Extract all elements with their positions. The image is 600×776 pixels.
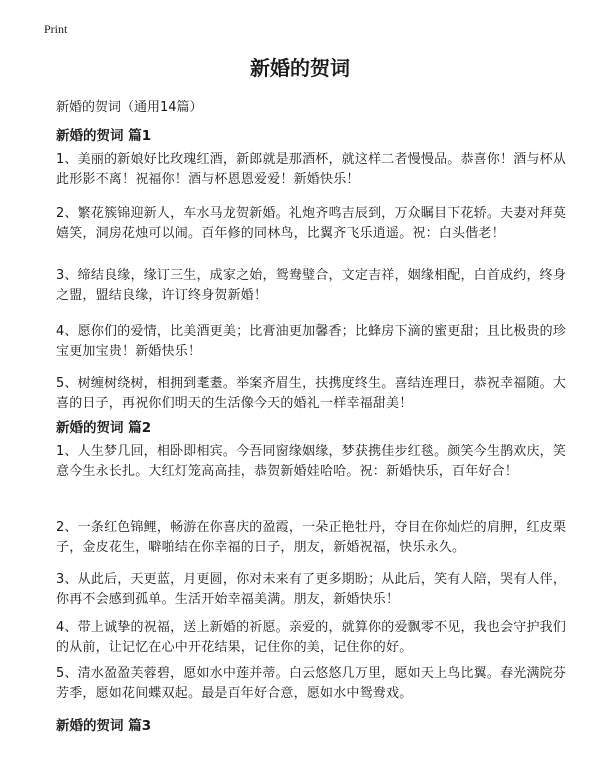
section-2-paragraph-2: 2、一条红色锦鲤，畅游在你喜庆的盈霞，一朵正艳牡丹，夺目在你灿烂的肩胛，红皮栗子，金皮花生，噼啪结在你幸福的日子，朋友，新婚祝福，快乐永久。 [56, 520, 567, 555]
section-1-paragraph-5: 5、树缠树绕树，相拥到耄耋。举案齐眉生，扶携度终生。喜结连理日，恭祝幸福随。大喜的日子，再祝你们明天的生活像今天的婚礼一样幸福甜美！ [56, 376, 567, 411]
section-heading-1: 新婚的贺词 篇1 [56, 128, 152, 144]
section-2-paragraph-1: 1、人生梦几回，相卧即相宾。今吾同窗缘姻缘，梦获携佳步红毯。颜笑今生鹊欢庆，笑意今生永长扎。大红灯笼高高挂，恭贺新婚娃哈哈。祝：新婚快乐，百年好合！ [56, 444, 567, 479]
page-title: 新婚的贺词 [250, 56, 350, 80]
section-2-paragraph-4: 4、带上诚挚的祝福，送上新婚的祈愿。亲爱的，就算你的爱飘零不见，我也会守护我们的从前，让记忆在心中开花结果，记住你的美，记住你的好。 [56, 620, 567, 655]
section-1-paragraph-1: 1、美丽的新娘好比玫瑰红酒，新郎就是那酒杯，就这样二者慢慢品。恭喜你！酒与杯从此形影不离！祝福你！酒与杯恩恩爱爱！新婚快乐！ [56, 152, 567, 187]
print-link[interactable]: Print [44, 22, 68, 36]
section-2-paragraph-3: 3、从此后，天更蓝，月更圆，你对未来有了更多期盼；从此后，笑有人陪，哭有人伴，你再不会感到孤单。生活开始幸福美满。朋友，新婚快乐！ [56, 572, 567, 607]
section-heading-3: 新婚的贺词 篇3 [56, 718, 152, 734]
section-1-paragraph-3: 3、缔结良缘，缘订三生，成家之始，鸳鸯璧合，文定吉祥，姻缘相配，白首成约，终身之盟，盟结良缘，许订终身贺新婚！ [56, 268, 567, 303]
section-1-paragraph-4: 4、愿你们的爱情，比美酒更美；比膏油更加馨香；比蜂房下滴的蜜更甜；且比极贵的珍宝更加宝贵！新婚快乐！ [56, 324, 567, 359]
section-heading-2: 新婚的贺词 篇2 [56, 420, 152, 436]
document-subtitle: 新婚的贺词（通用14篇） [56, 100, 203, 115]
section-1-paragraph-2: 2、繁花簇锦迎新人，车水马龙贺新婚。礼炮齐鸣吉辰到，万众瞩目下花轿。夫妻对拜莫嬉笑，洞房花烛可以闹。百年修的同林鸟，比翼齐飞乐逍遥。祝：白头偕老！ [56, 206, 567, 241]
section-2-paragraph-5: 5、清水盈盈芙蓉碧，愿如水中莲并蒂。白云悠悠几万里，愿如天上鸟比翼。春光满院芬芳季，愿如花间蝶双起。最是百年好合意，愿如水中鸳鸯戏。 [56, 666, 567, 701]
